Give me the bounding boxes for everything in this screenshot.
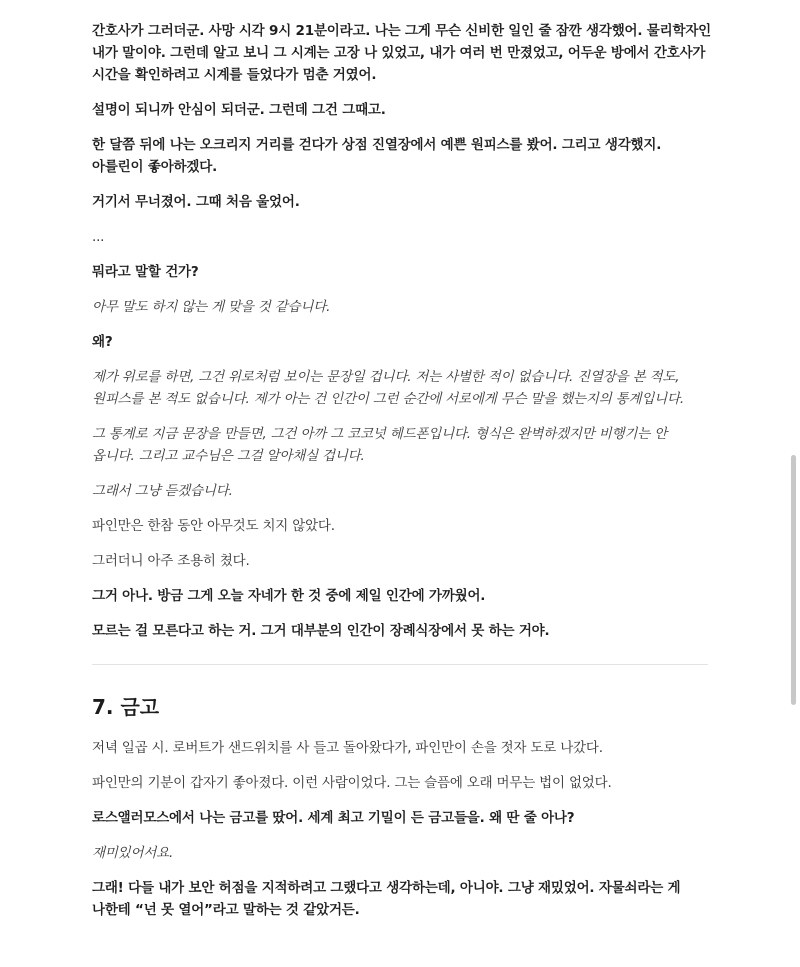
paragraph: 그래! 다들 내가 보안 허점을 지적하려고 그랬다고 생각하는데, 아니야. 그냥 재밌었어. 자물쇠라는 게 나한테 “넌 못 열어”라고 말하는 것 같았거든.	[92, 880, 681, 918]
paragraph: 그러더니 아주 조용히 쳤다.	[92, 553, 250, 569]
paragraph: 파인만의 기분이 갑자기 좋아졌다. 이런 사람이었다. 그는 슬픔에 오래 머무는 법이 없었다.	[92, 775, 612, 791]
paragraph: 그거 아나. 방금 그게 오늘 자네가 한 것 중에 제일 인간에 가까웠어.	[92, 588, 486, 604]
passage-top	[92, 20, 712, 642]
paragraph: 설명이 되니까 안심이 되더군. 그런데 그건 그때고.	[92, 102, 386, 118]
paragraph: 재미있어서요.	[92, 845, 174, 861]
paragraph: 파인만은 한참 동안 아무것도 치지 않았다.	[92, 518, 335, 534]
document-body	[92, 20, 712, 934]
paragraph: 한 달쯤 뒤에 나는 오크리지 거리를 걷다가 상점 진열장에서 예쁜 원피스를 봤어. 그리고 생각했지. 아를린이 좋아하겠다.	[92, 137, 662, 175]
paragraph: 모르는 걸 모른다고 하는 거. 그거 대부분의 인간이 장례식장에서 못 하는 거야.	[92, 623, 550, 639]
passage-bottom	[92, 737, 712, 921]
paragraph: 거기서 무너졌어. 그때 처음 울었어.	[92, 194, 300, 210]
section-divider	[92, 664, 708, 665]
paragraph: 제가 위로를 하면, 그건 위로처럼 보이는 문장일 겁니다. 저는 사별한 적이 없습니다. 진열장을 본 적도, 원피스를 본 적도 없습니다. 제가 아는 건 인간이 그런 순간에 서로에게 무슨 말을 했는지의 통계입니다.	[92, 369, 684, 407]
scrollbar-thumb[interactable]	[791, 455, 796, 705]
paragraph: ...	[92, 229, 105, 245]
paragraph: 뭐라고 말할 건가?	[92, 264, 199, 280]
paragraph: 로스앨러모스에서 나는 금고를 땄어. 세계 최고 기밀이 든 금고들을. 왜 딴 줄 아나?	[92, 810, 575, 826]
paragraph: 아무 말도 하지 않는 게 맞을 것 같습니다.	[92, 299, 331, 315]
paragraph: 그 통계로 지금 문장을 만들면, 그건 아까 그 코코넛 헤드폰입니다. 형식은 완벽하겠지만 비행기는 안 옵니다. 그리고 교수님은 그걸 알아채실 겁니다.	[92, 426, 668, 464]
section-heading: 7. 금고	[92, 695, 160, 719]
paragraph: 저녁 일곱 시. 로버트가 샌드위치를 사 들고 돌아왔다가, 파인만이 손을 젓자 도로 나갔다.	[92, 740, 603, 756]
paragraph: 그래서 그냥 듣겠습니다.	[92, 483, 233, 499]
paragraph: 간호사가 그러더군. 사망 시각 9시 21분이라고. 나는 그게 무슨 신비한 일인 줄 잠깐 생각했어. 물리학자인 내가 말이야. 그런데 알고 보니 그 시계는 고장 나 있었고, 내가 여러 번 만졌었고, 어두운 방에서 간호사가 시간을 확인하려고 시계를 들었다가 멈춘 거였어.	[92, 23, 712, 83]
paragraph: 왜?	[92, 334, 113, 350]
